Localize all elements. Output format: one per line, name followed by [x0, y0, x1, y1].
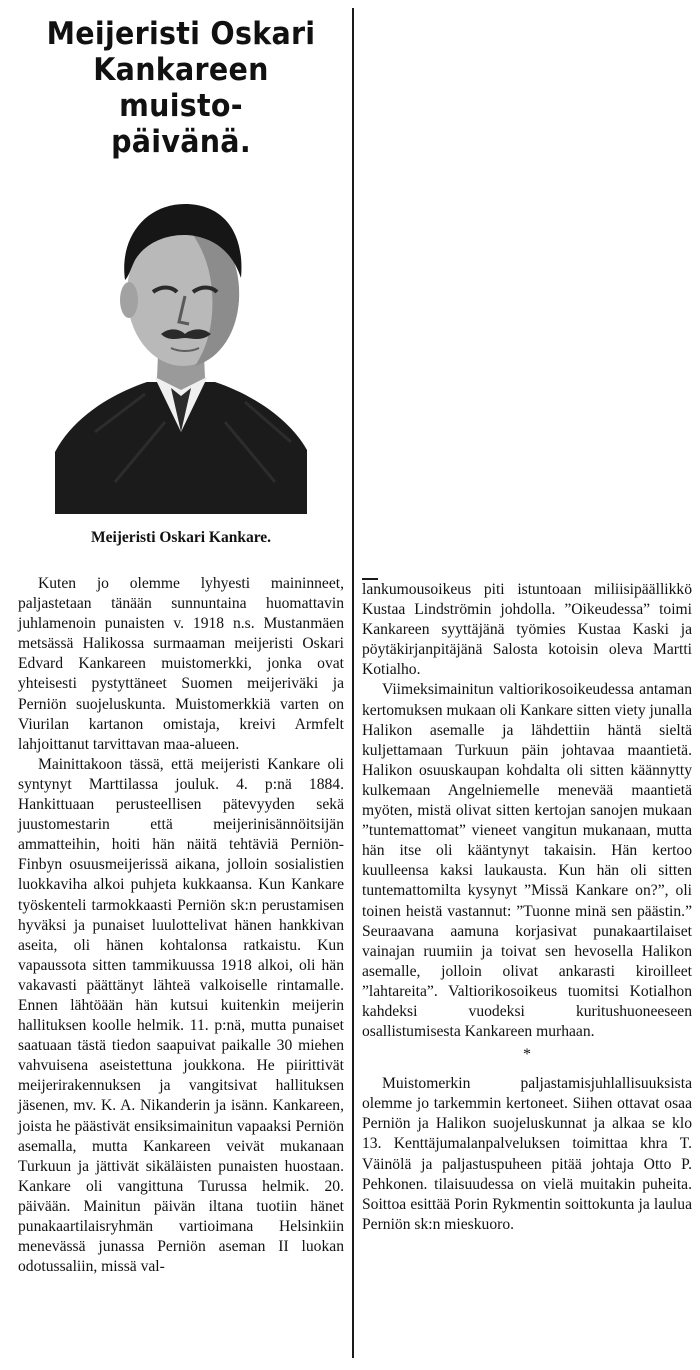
paragraph: Mainittakoon tässä, että meijeristi Kankare oli syntynyt Marttilassa jouluk. 4. p:nä 1884. Hankittuaan perusteellisen pätevyyden sekä juustomestarin että meijerinisännöitsijän ammatteihin, hoiti hän näitä tehtäviä Perniön-Finbyn osuusmeijerissä aikana, jolloin sosialistien luokkaviha alkoi puhjeta kukkaansa. Kun Kankare työskenteli tarmokkaasti Perniön sk:n perustamisen hyväksi ja punaiset luulottelivat hänen hankkivan aseita, oli hänen kohtalonsa ratkaistu. Kun vapaussota sitten tammikuussa 1918 alkoi, oli hän vakavasti päättänyt lähteä valkoiselle rintamalle. Ennen lähtöään hän kutsui kuitenkin meijerin hallituksen koolle helmik. 11. p:nä, mutta punaiset saatuaan tästä tiedon saapuivat paikalle 30 miehen vahvuisena aseistettuna joukkona. He piirittivät meijerirakennuksen ja vangitsivat hallituksen jäsenen, mv. K. A. Nikanderin ja isänn. Kankareen, joista he päästivät ensiksimainitun vapaaksi Perniön asemalla, mutta Kankareen veivät mukanaan Turkuun ja jättivät sikäläisten punaisten huostaan. Kankare oli vangittuna Turussa helmik. 20. päivään. Mainitun päivän iltana tuotiin hänet punakaartilaisryhmän vartioimana Helsinkiin menevässä junassa Perniön aseman II luokan odotussaliin, missä val- — [18, 755, 344, 1276]
left-column — [18, 0, 344, 1277]
paragraph-continued: lankumousoikeus piti istuntoaan miliisipäällikkö Kustaa Lindströmin johdolla. ”Oikeudessa” toimi Kankareen syyttäjänä työmies Kustaa Kaski ja pöytäkirjanpitäjänä Salosta kotoisin oleva Martti Kotialho. — [362, 581, 692, 679]
section-separator: * — [523, 1046, 531, 1064]
left-body — [18, 574, 344, 1277]
paragraph: Kuten jo olemme lyhyesti maininneet, paljastetaan tänään sunnuntaina huomattavin juhlamenoin punaisten v. 1918 n.s. Mustanmäen metsässä Halikossa surmaaman meijeristi Oskari Edvard Kankareen muistomerkki, jonka ovat yhteisesti pystyttäneet Suomen meijeriväki ja Perniön suojeluskunta. Muistomerkkiä varten on Viurilan kartanon omistaja, kreivi Armfelt lahjoittanut tarvittavan maa-alueen. — [18, 575, 344, 753]
paragraph: Viimeksimainitun valtiorikosoikeudessa antaman kertomuksen mukaan oli Kankare sitten viety junalla Halikon asemalle ja lähdettiin häntä sieltä kuljettamaan Turkuun päin johtavaa maantietä. Halikon osuuskaupan kohdalta oli sitten käännytty kulkemaan Angelniemelle menevää maantietä myöten, mistä olivat sitten kertojan sanojen mukaan ”tuntemattomat” vieneet vangitun mukanaan, mutta hän itse oli kääntynyt takaisin. Hän kertoo kuulleensa kaksi laukausta. Kun hän oli sitten tuntemattomilta kysynyt ”Missä Kankare on?”, oli toinen heistä vastannut: ”Tuonne minä sen päästin.” Seuraavana aamuna korjasivat punakaartilaiset vainajan ruumiin ja toivat sen hevosella Halikon asemalle, jolloin olivat ankarasti kiroilleet ”lahtareita”. Valtiorikosoikeus tuomitsi Kotialhon kahdeksi vuodeksi kuritushuoneeseen osallistumisesta Kankareen murhaan. — [362, 681, 692, 1041]
article-headline — [31, 16, 331, 160]
headline-line-2: Kankareen muisto- — [93, 52, 269, 124]
photo-caption: Meijeristi Oskari Kankare. — [90, 529, 272, 546]
column-divider — [352, 8, 354, 1358]
headline-line-1: Meijeristi Oskari — [46, 16, 316, 52]
headline-line-3: päivänä. — [111, 124, 251, 160]
closing-paragraph: Muistomerkin paljastamisjuhlallisuuksista olemme jo tarkemmin kertoneet. Siihen ottavat osaa Perniön ja Halikon suojeluskunnat ja alkaa se klo 13. Kenttäjumalanpalveluksen toimittaa khra T. Väinölä ja paljastuspuheen pitää johtaja Otto P. Pehkonen. tilaisuudessa on vielä muitakin puheita. Soittoa esittää Porin Rykmentin soittokunta ja laulua Perniön sk:n mieskuoro. — [362, 1075, 692, 1233]
portrait-photo — [55, 182, 307, 514]
right-column — [362, 580, 692, 1235]
portrait-image — [55, 182, 307, 514]
